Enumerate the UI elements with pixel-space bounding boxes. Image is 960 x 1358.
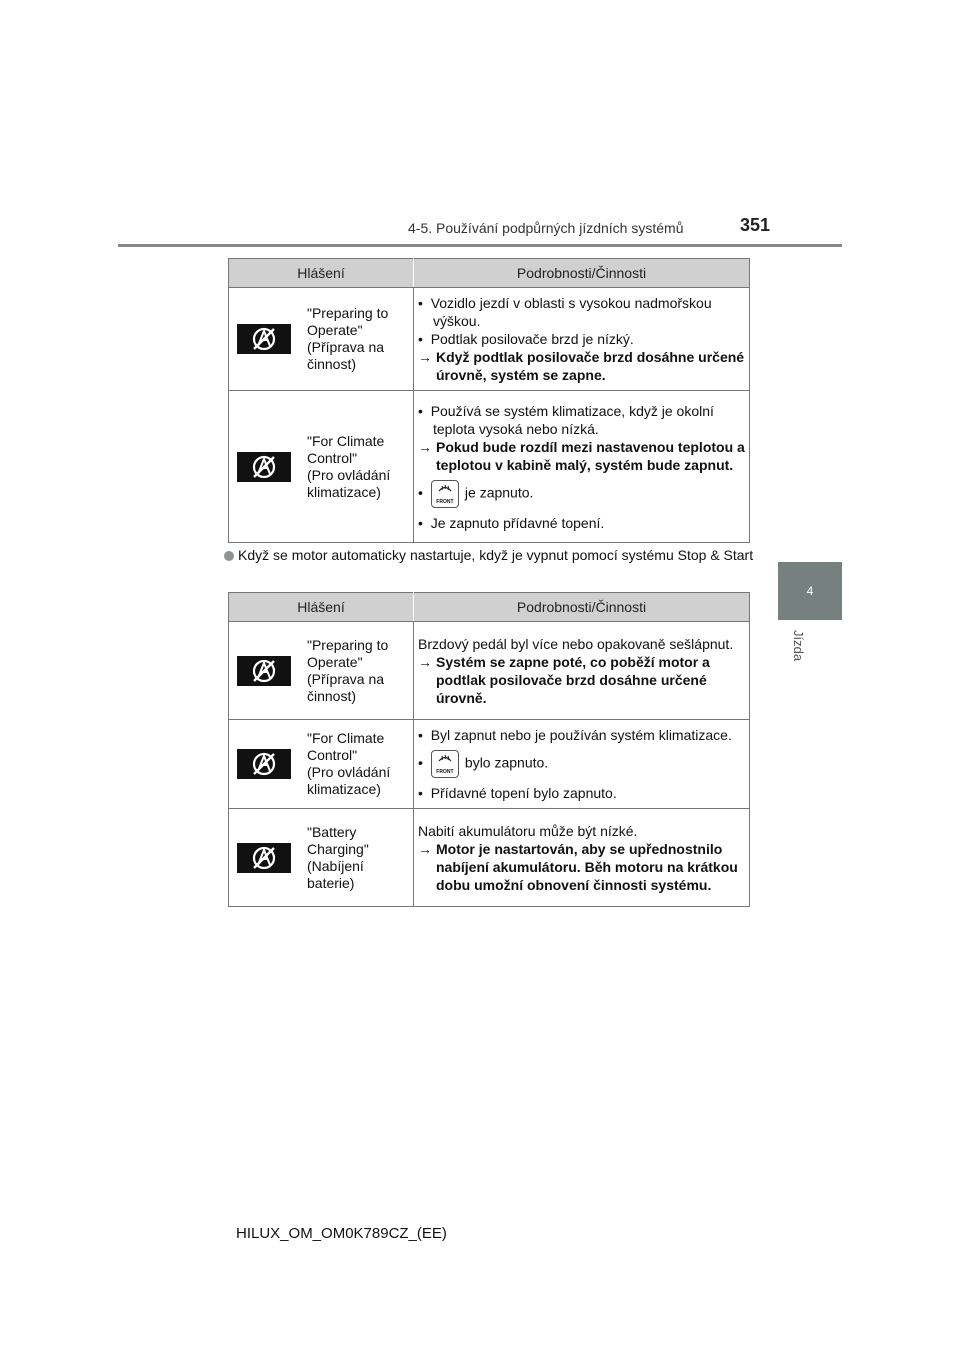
front-defroster-button-icon: FRONT bbox=[431, 750, 459, 778]
page-number: 351 bbox=[740, 215, 771, 235]
message-line: Operate" bbox=[307, 653, 363, 670]
message-line: Charging" bbox=[307, 840, 369, 857]
detail-bullet: • Podtlak posilovače brzd je nízký. bbox=[418, 331, 634, 347]
table-row bbox=[229, 391, 750, 543]
message-line: Operate" bbox=[307, 322, 363, 338]
detail-result: → Když podtlak posilovače brzd dosáhne určené úrovně, systém se zapne. bbox=[418, 349, 745, 383]
detail-bullet: • Byl zapnut nebo je používán systém klimatizace. bbox=[418, 727, 732, 743]
message-line: "For Climate bbox=[307, 730, 385, 746]
section-heading: Když se motor automaticky nastartuje, když je vypnut pomocí systému Stop & Start bbox=[224, 546, 754, 564]
icon-cell bbox=[229, 288, 306, 391]
message-line: "Preparing to bbox=[307, 636, 389, 653]
message-line: "For Climate bbox=[307, 432, 385, 449]
message-cell bbox=[305, 720, 414, 809]
detail-text: Nabití akumulátoru může být nízké. bbox=[418, 822, 638, 839]
detail-text: Brzdový pedál byl více nebo opakovaně sešlápnut. bbox=[418, 635, 734, 652]
chapter-title: 4-5. Používání podpůrných jízdních systémů bbox=[408, 220, 684, 236]
message-cell bbox=[305, 622, 414, 720]
stop-start-off-icon bbox=[237, 843, 291, 873]
details-cell bbox=[414, 288, 750, 391]
column-header-details: Podrobnosti/Činnosti bbox=[414, 259, 750, 288]
table-header-row bbox=[229, 593, 750, 622]
message-line: baterie) bbox=[307, 874, 355, 891]
detail-bullet: • Je zapnuto přídavné topení. bbox=[418, 514, 605, 531]
message-line: činnost) bbox=[307, 687, 357, 704]
details-cell bbox=[414, 720, 750, 809]
column-header-details: Podrobnosti/Činnosti bbox=[414, 593, 750, 622]
details-cell bbox=[414, 809, 750, 907]
message-line: (Příprava na bbox=[307, 339, 385, 355]
message-line: Control" bbox=[307, 449, 358, 466]
column-header-message: Hlášení bbox=[229, 593, 414, 622]
detail-result: → Systém se zapne poté, co poběží motor a podtlak posilovače brzd dosáhne určené úrovně. bbox=[418, 653, 710, 706]
message-line: (Pro ovládání bbox=[307, 466, 391, 483]
chapter-tab-number: 4 bbox=[806, 584, 814, 598]
detail-bullet: • FRONTje zapnuto. bbox=[418, 480, 745, 508]
message-line: klimatizace) bbox=[307, 781, 381, 797]
table-row bbox=[229, 622, 750, 720]
detail-bullet: • Vozidlo jezdí v oblasti s vysokou nadmořskou výškou. bbox=[418, 295, 712, 329]
icon-cell bbox=[229, 391, 306, 543]
detail-bullet: • FRONTbylo zapnuto. bbox=[418, 750, 745, 778]
message-cell bbox=[305, 809, 414, 907]
table-row bbox=[229, 288, 750, 391]
message-cell bbox=[305, 391, 414, 543]
icon-cell bbox=[229, 720, 306, 809]
message-line: činnost) bbox=[307, 356, 357, 372]
message-line: "Battery bbox=[307, 823, 357, 840]
column-header-message: Hlášení bbox=[229, 259, 414, 288]
stop-start-off-icon bbox=[237, 452, 291, 482]
table-row bbox=[229, 720, 750, 809]
detail-result: → Motor je nastartován, aby se upřednostnilo nabíjení akumulátoru. Běh motoru na krátkou dobu umožní obnovení činnosti systému. bbox=[418, 840, 738, 893]
detail-bullet: • Používá se systém klimatizace, když je okolní teplota vysoká nebo nízká. bbox=[418, 402, 714, 437]
details-cell bbox=[414, 391, 750, 543]
document-code: HILUX_OM_OM0K789CZ_(EE) bbox=[236, 1225, 447, 1242]
header-rule bbox=[118, 244, 842, 247]
message-line: klimatizace) bbox=[307, 483, 381, 500]
bullet-dot-icon bbox=[224, 551, 234, 561]
chapter-tab[interactable] bbox=[778, 562, 842, 620]
message-table-1 bbox=[228, 258, 750, 543]
message-line: (Nabíjení bbox=[307, 857, 364, 874]
message-cell bbox=[305, 288, 414, 391]
front-defroster-button-icon: FRONT bbox=[431, 480, 459, 508]
chapter-tab-label: Jízda bbox=[791, 630, 806, 662]
icon-cell bbox=[229, 809, 306, 907]
stop-start-off-icon bbox=[237, 749, 291, 779]
icon-cell bbox=[229, 622, 306, 720]
message-line: "Preparing to bbox=[307, 305, 389, 321]
message-line: (Pro ovládání bbox=[307, 764, 391, 780]
message-table-2 bbox=[228, 592, 750, 907]
detail-bullet: • Přídavné topení bylo zapnuto. bbox=[418, 785, 617, 801]
table-row bbox=[229, 809, 750, 907]
message-line: Control" bbox=[307, 747, 358, 763]
stop-start-off-icon bbox=[237, 324, 291, 354]
stop-start-off-icon bbox=[237, 656, 291, 686]
details-cell bbox=[414, 622, 750, 720]
table-header-row bbox=[229, 259, 750, 288]
message-line: (Příprava na bbox=[307, 670, 385, 687]
detail-result: → Pokud bude rozdíl mezi nastavenou teplotou a teplotou v kabině malý, systém bude zapnut. bbox=[418, 438, 745, 473]
